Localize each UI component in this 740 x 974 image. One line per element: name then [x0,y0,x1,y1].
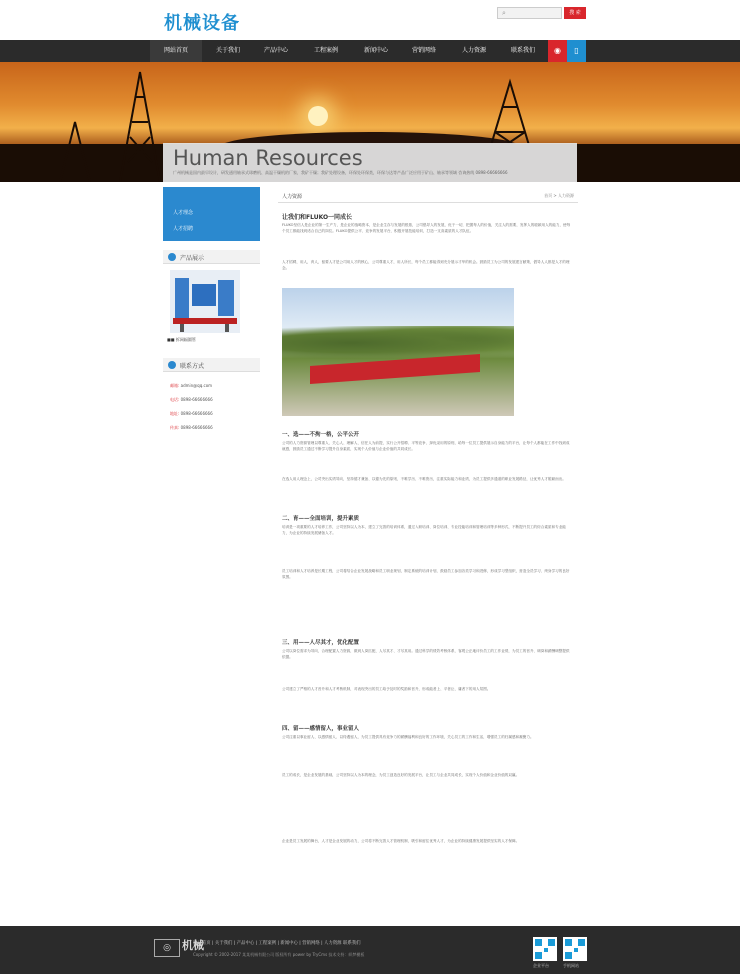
contact-panel-header [163,358,260,372]
mobile-icon: ▯ [574,46,579,55]
contact-address [170,411,213,417]
nav-item-contact[interactable]: 联系我们 [510,47,535,54]
footer-logo: 机械 [182,939,204,952]
contact-email-value: admin@qq.com [180,383,213,388]
contact-email-label: 邮箱: [170,383,180,388]
section-2-paragraph-2: 员工培训和人才培养是长期工程，公司将结合企业发展战略和员工职业规划，制定系统的培训计划，鼓励员工参加各类学习和进修，形成学习型组织，营造全员学习、终身学习的良好氛围。 [282,569,570,580]
contact-fax-label: 传真: [170,425,180,430]
sidebar-item-recruit[interactable]: 人才招聘 [173,226,194,232]
machine-illustration [170,270,240,333]
section-4-paragraph-1: 公司注重以事业留人、以感情留人、以待遇留人，为员工提供具有竞争力的薪酬福利和良好的工作环境，关心员工的工作和生活，增强员工的归属感和凝聚力。 [282,735,534,739]
qr-caption-mobile: 手机网站 [563,963,579,968]
contact-address-label: 地址: [170,411,180,416]
footer-links[interactable]: 网站首页 | 关于我们 | 产品中心 | 工程案例 | 新闻中心 | 营销网络 | 人力资源 联系我们 [193,941,361,946]
main-nav [0,40,740,62]
product-panel-title: 产品展示 [180,255,205,262]
sidebar-item-talent-idea[interactable]: 人才理念 [173,210,194,216]
search-button[interactable]: 搜 索 [564,7,586,19]
section-4-title: 四、留——感情留人，事业留人 [282,726,360,732]
content-header [278,193,578,203]
contact-phone [170,397,213,403]
qr-code-mobile [563,937,587,961]
nav-item-hr[interactable]: 人力资源 [461,47,486,54]
nav-item-about[interactable]: 关于我们 [215,47,240,54]
team-photo [282,288,514,416]
footer [0,926,740,974]
section-4-paragraph-2: 员工的成长，是企业发展的基础，公司坚持以人为本的理念，为员工创造良好的发展平台，让员工与企业共同成长，实现个人价值和企业价值的双赢。 [282,773,520,777]
section-2-paragraph-1: 培训是一项重要的人才培养工作，公司坚持以人为本，建立了完善的培训体系，通过入职培训、岗位培训、专业技能培训和管理培训等多种形式，不断提升员工的综合素质和专业能力，为企业的持续发展储备人才。 [282,525,566,536]
product-caption-text: 拆网辐圆管 [175,337,196,342]
contact-phone-value: 0898-66666666 [180,397,213,402]
product-caption[interactable] [167,337,196,343]
nav-item-cases[interactable]: 工程案例 [313,47,338,54]
intro-paragraph: FLUKO坚信人是企业的第一生产力，是企业的战略资本，是企业生存与发展的根基，公司倡导人的发展，优于一切，把握每人的价值，关注人的需要，发挥人的聪颖用人的能力，使每个员工都能找到适合自己的岗位。FLUKO提供公平、竞争的发展平台，积极开展技能培训，打造一支高素质的人才队伍。 [282,223,571,234]
nav-item-products[interactable]: 产品中心 [263,47,288,54]
product-icon [168,253,176,261]
sidebar-menu [163,187,260,241]
contact-email [170,383,212,389]
section-4-paragraph-3: 企业是员工发展的舞台，人才是企业发展的动力，公司将不断完善人才管理机制，吸引和留住优秀人才，为企业的持续健康发展提供坚实的人才保障。 [282,839,520,843]
contact-address-value: 0898-66666666 [180,411,213,416]
breadcrumb[interactable]: 首页 > 人力资源 [544,193,574,198]
qr-caption-platform: 企业平台 [533,963,549,968]
contact-panel-title: 联系方式 [180,363,205,370]
nav-item-network[interactable]: 营销网络 [411,47,436,54]
product-image[interactable] [170,270,240,333]
search-icon: ⌕ [502,9,506,17]
section-1-title: 一、选——不拘一格，公平公开 [282,432,360,438]
section-3-paragraph-1: 公司以岗位需求为导向，合理配置人力资源，做到人岗匹配、人尽其才、才尽其用。通过科学的绩效考核体系，客观公正地评价员工的工作业绩，为员工的晋升、调岗和薪酬调整提供依据。 [282,649,570,660]
qr-code-platform [533,937,557,961]
section-1-paragraph-1: 公司的人力资源管理以尊重人、关心人、理解人、信任人为前提，实行公开招聘、平等竞争、择优录用的原则，给每一位员工提供展示自身能力的平台，让每个人都能在工作中找到成就感，鼓励员工通过不断学习提升自身素质，实现个人价值与企业价值的共同成长。 [282,441,570,452]
weibo-button[interactable] [548,40,567,62]
section-3-paragraph-2: 公司建立了严格的人才晋升和人才考核机制，对表现突出的员工给予及时的奖励和晋升，形成能者上、平者让、庸者下的用人氛围。 [282,687,491,691]
contact-icon [168,361,176,369]
top-bar [0,0,740,40]
contact-phone-label: 电话: [170,397,180,402]
article-heading: 让我们和FLUKO一同成长 [282,214,353,221]
intro-paragraph-2: 人才招聘，用人，育人，留要人才是公司用人才的核心，公司尊重人才，用人所长，每个员工都能得到充分展示才华的机会。鼓励员工为公司的发展建言献策，倡导人人都是人才的理念。 [282,260,570,271]
product-panel-header [163,250,260,264]
footer-logo-icon: ◎ [154,939,180,957]
section-2-title: 二、育——全面培训，提升素质 [282,516,360,522]
nav-item-news[interactable]: 新闻中心 [363,47,388,54]
footer-copyright: Copyright © 2002-2017 某某机械有限公司 版权所有 power by TryCms 技术支持：织梦模板 [193,952,365,957]
section-1-paragraph-2: 在选人用人理念上，公司突出实绩导向，坚持德才兼备、以德为先的原则，不唯学历、不唯资历，注重实际能力和业绩，为员工提供多通道的职业发展路径，让优秀人才脱颖而出。 [282,477,566,481]
weibo-icon: ◉ [554,46,561,55]
page-title-bar [163,143,577,182]
section-3-title: 三、用——人尽其才，优化配置 [282,640,360,646]
site-logo[interactable]: 机械设备 [164,13,240,34]
contact-fax [170,425,213,431]
contact-fax-value: 0898-66666666 [180,425,213,430]
product-caption-icon: ■■ [167,337,176,342]
section-title: 人力资源 [282,194,303,200]
mobile-button[interactable] [567,40,586,62]
nav-item-home[interactable]: 网站首页 [150,40,202,62]
page-title: Human Resources [173,146,363,170]
page-subtitle: 广州机械是国内最早设计，研发通用轴承式球磨机、高温干燥机的厂家，我矿干燥；我矿处理设备，环保处环保类，环保与达等产品广泛应用于矿山、轴承等领域 咨询热线 0898-66666666 [173,170,508,175]
search-input[interactable] [497,7,562,19]
